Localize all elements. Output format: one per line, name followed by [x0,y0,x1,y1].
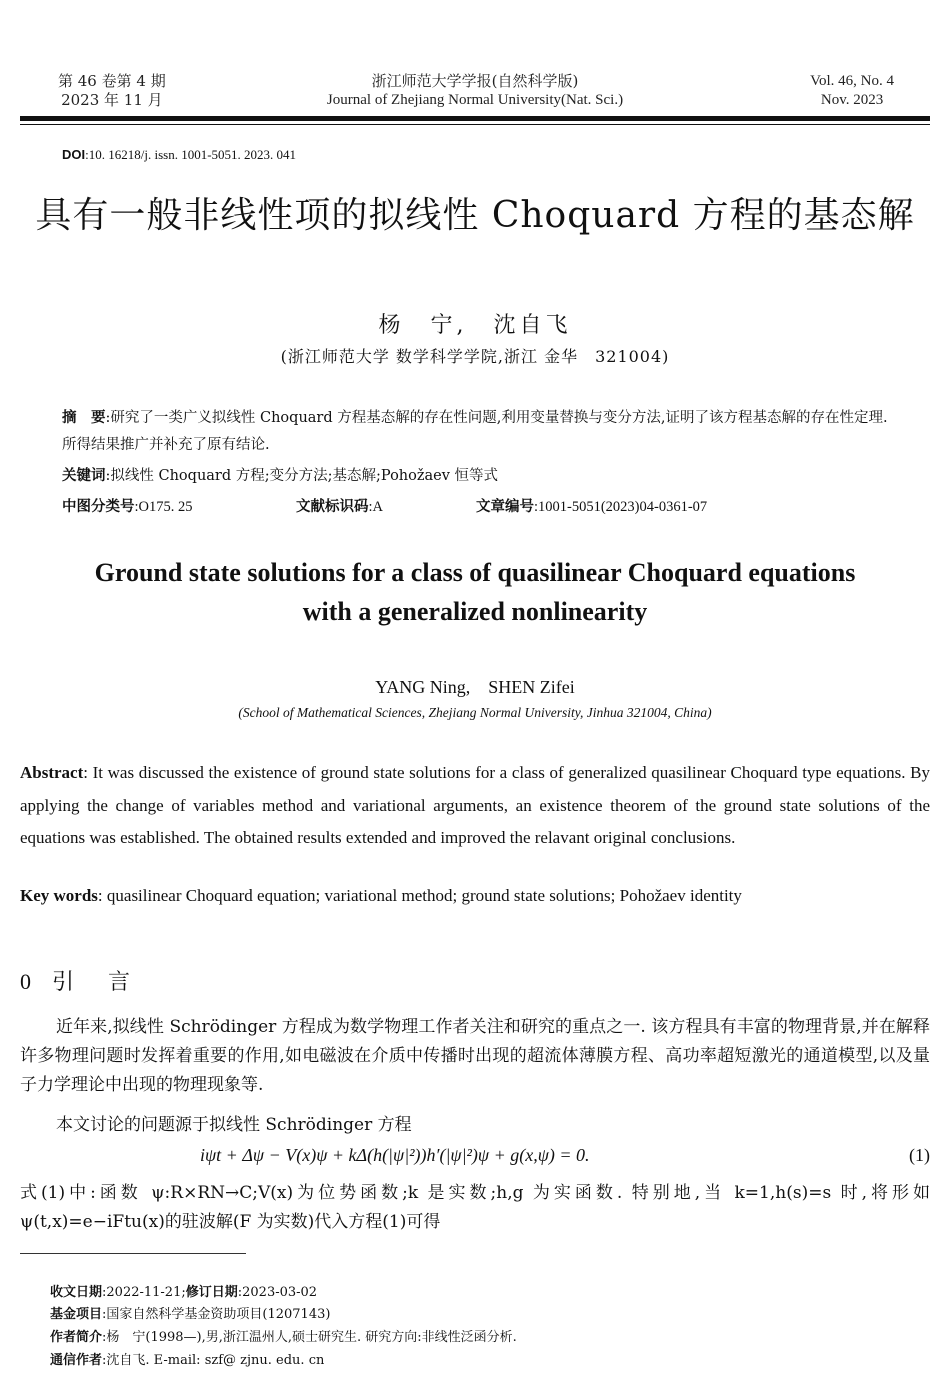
keywords-en-text: : quasilinear Choquard equation; variational method; ground state solutions; Pohožaev identity [97,886,742,905]
authors-en: YANG Ning, SHEN Zifei [375,677,575,697]
keywords-cn-text: :拟线性 Choquard 方程;变分方法;基态解;Pohožaev 恒等式 [105,468,499,484]
body-paragraph-1: 近年来,拟线性 Schrödinger 方程成为数学物理工作者关注和研究的重点之一. 该方程具有丰富的物理背景,并在解释许多物理问题时发挥着重要的作用,如电磁波在介质中传播时出现的超流体薄膜方程、高功率超短激光的通道模型,以及量子力学理论中出现的物理现象等. [20,1017,930,1095]
corr-value[interactable]: :沈自飞. E-mail: szf@ zjnu. edu. cn [102,1353,325,1368]
journal-name-cn: 浙江师范大学学报(自然科学版) [371,72,579,90]
doi-value[interactable]: :10. 16218/j. issn. 1001-5051. 2023. 041 [85,147,297,162]
article-no-group [476,495,707,516]
doi-label: DOI [62,147,86,162]
paper-title-en-line1: Ground state solutions for a class of quasilinear Choquard equations [94,558,856,587]
fund-label: 基金项目 [50,1306,103,1321]
journal-volume-info-en [810,72,894,110]
received-value: :2022-11-21; [102,1285,186,1300]
abstract-cn [62,405,892,459]
journal-name [0,72,950,110]
bio-value: :杨 宁(1998—),男,浙江温州人,硕士研究生. 研究方向:非线性泛函分析. [102,1330,517,1345]
section-title: 引 言 [51,970,136,995]
doi-line [62,147,296,163]
authors-cn: 杨 宁, 沈自飞 [378,313,572,338]
header-rule-thin [20,124,930,125]
doc-code-group [296,495,383,516]
paper-title-en-line2: with a generalized nonlinearity [302,597,648,626]
footnote-corresponding [50,1349,324,1372]
footnote-author-bio [50,1326,517,1349]
keywords-cn-label: 关键词 [62,468,106,484]
body-paragraph-2: 本文讨论的问题源于拟线性 Schrödinger 方程 [56,1115,412,1135]
fund-value: :国家自然科学基金资助项目(1207143) [102,1307,331,1322]
doc-code-value: :A [368,499,383,515]
corr-label: 通信作者 [50,1352,103,1367]
keywords-en-label: Key words [20,886,98,905]
equation-1-expression: iψt + Δψ − V(x)ψ + kΔ(h(|ψ|²))h′(|ψ|²)ψ + g(x,ψ) = 0. [200,1145,590,1165]
keywords-cn [62,463,892,490]
abstract-cn-label: 摘 要 [62,410,106,426]
header-rule-thick [20,116,930,121]
footnote-rule [20,1253,246,1254]
affiliation-cn: (浙江师范大学 数学科学学院,浙江 金华 321004) [280,347,670,366]
abstract-en [20,757,930,855]
volume-issue-en: Vol. 46, No. 4 [810,73,894,89]
section-heading [20,965,136,996]
received-label: 收文日期 [50,1284,103,1299]
article-no-value: :1001-5051(2023)04-0361-07 [534,499,708,515]
paper-title-en [0,553,950,631]
clc-label: 中图分类号 [62,499,135,515]
article-no-label: 文章编号 [476,499,534,515]
affiliation-en: (School of Mathematical Sciences, Zhejiang Normal University, Jinhua 321004, China) [238,705,712,720]
revised-label: 修订日期 [185,1284,238,1299]
abstract-en-text: : It was discussed the existence of ground state solutions for a class of generalized quasilinear Choquard type equations. By applying the change of variables method and variational arguments, an existence theorem of the ground state solutions of the equations was established. The obtained results extended and improved the relavant original conclusions. [20,763,930,847]
volume-issue: 第 46 卷第 4 期 [58,72,166,90]
section-number: 0 [20,969,31,994]
clc-group [62,495,193,516]
bio-label: 作者简介 [50,1329,103,1344]
doc-code-label: 文献标识码 [296,499,369,515]
footnote-fund [50,1303,330,1326]
clc-value: :O175. 25 [134,499,193,515]
keywords-en [20,886,930,906]
revised-value: :2023-03-02 [237,1285,318,1300]
paper-title-cn: 具有一般非线性项的拟线性 Choquard 方程的基态解 [35,195,915,236]
footnote-dates [50,1281,317,1304]
journal-name-en: Journal of Zhejiang Normal University(Nat. Sci.) [326,92,624,108]
abstract-cn-text: :研究了一类广义拟线性 Choquard 方程基态解的存在性问题,利用变量替换与变分方法,证明了该方程基态解的存在性定理. 所得结果推广并补充了原有结论. [62,410,888,453]
equation-1-number: (1) [909,1145,930,1165]
issue-date-en: Nov. 2023 [820,92,884,108]
abstract-en-label: Abstract [20,763,84,782]
issue-date-cn: 2023 年 11 月 [61,91,163,109]
body-paragraph-3: 式(1)中:函数 ψ:R×RN→C;V(x)为位势函数;k 是实数;h,g 为实函数. 特别地,当 k=1,h(s)=s 时,将形如 ψ(t,x)=e−iFtu(x)的驻波解(F 为实数)代入方程(1)可得 [20,1183,930,1232]
